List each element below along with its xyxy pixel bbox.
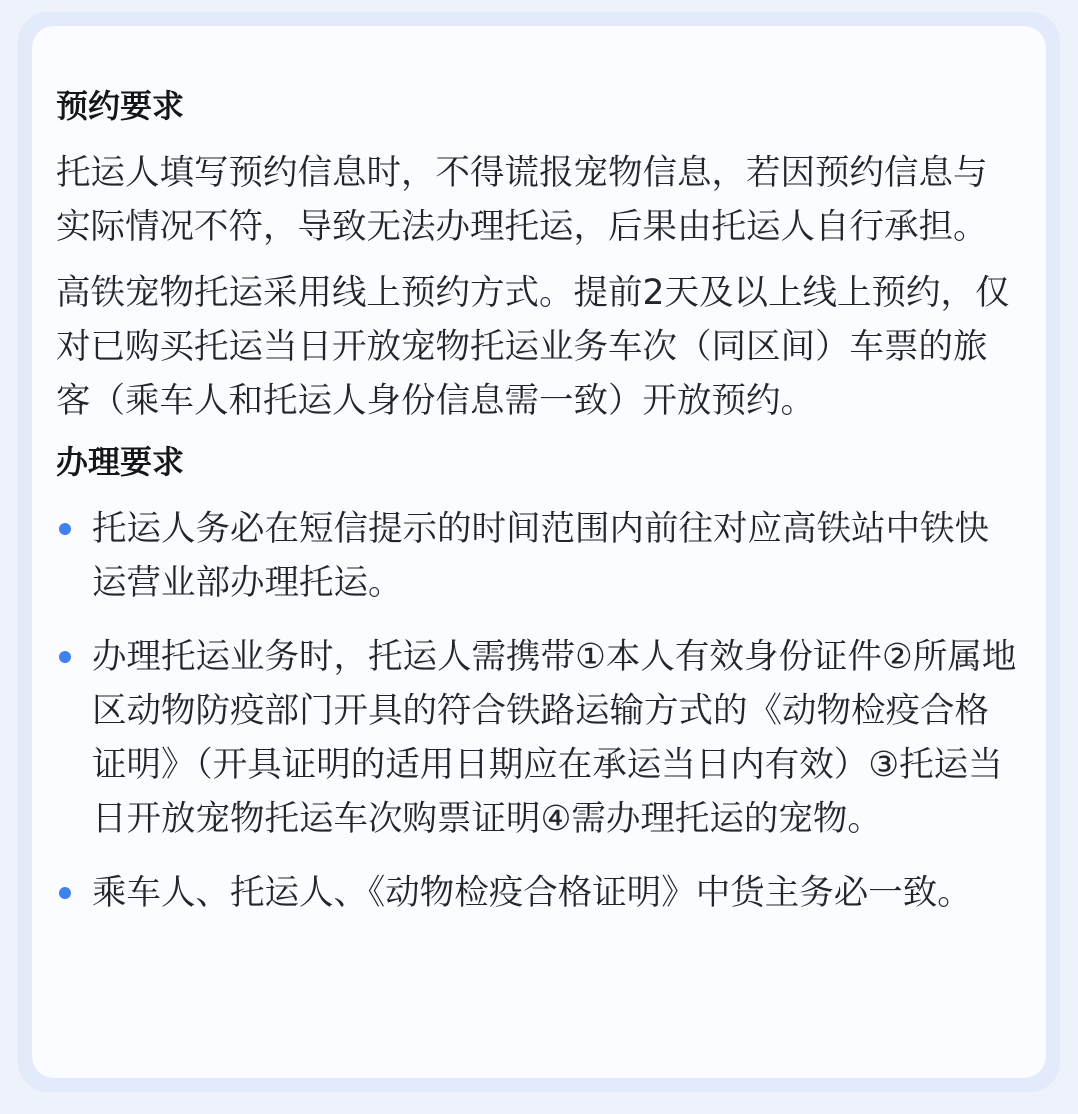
bullet-dot-icon [59,887,71,899]
list-item [56,502,1018,610]
online-booking-paragraph: 高铁宠物托运采用线上预约方式。提前2天及以上线上预约，仅对已购买托运当日开放宠物托运业务车次（同区间）车票的旅客（乘车人和托运人身份信息需一致）开放预约。 [56,273,1010,421]
notice-card [32,26,1046,1078]
booking-requirements-section [56,84,1018,428]
list-item [56,630,1018,846]
booking-requirements-title: 预约要求 [56,87,185,125]
handling-requirements-title: 办理要求 [56,443,185,481]
booking-false-info-paragraph: 托运人填写预约信息时，不得谎报宠物信息，若因预约信息与实际情况不符，导致无法办理托运，后果由托运人自行承担。 [56,153,988,247]
list-item-text: 办理托运业务时，托运人需携带①本人有效身份证件②所属地区动物防疫部门开具的符合铁路运输方式的《动物检疫合格证明》（开具证明的适用日期应在承运当日内有效）③托运当日开放宠物托运车次购票证明④需办理托运的宠物。 [92,637,1017,839]
list-item [56,866,1018,920]
bullet-dot-icon [59,651,71,663]
list-item-text: 托运人务必在短信提示的时间范围内前往对应高铁站中铁快运营业部办理托运。 [92,509,989,603]
bullet-dot-icon [59,523,71,535]
list-item-text: 乘车人、托运人、《动物检疫合格证明》中货主务必一致。 [92,873,972,913]
handling-requirements-list [56,502,1018,920]
handling-requirements-section [56,440,1018,920]
